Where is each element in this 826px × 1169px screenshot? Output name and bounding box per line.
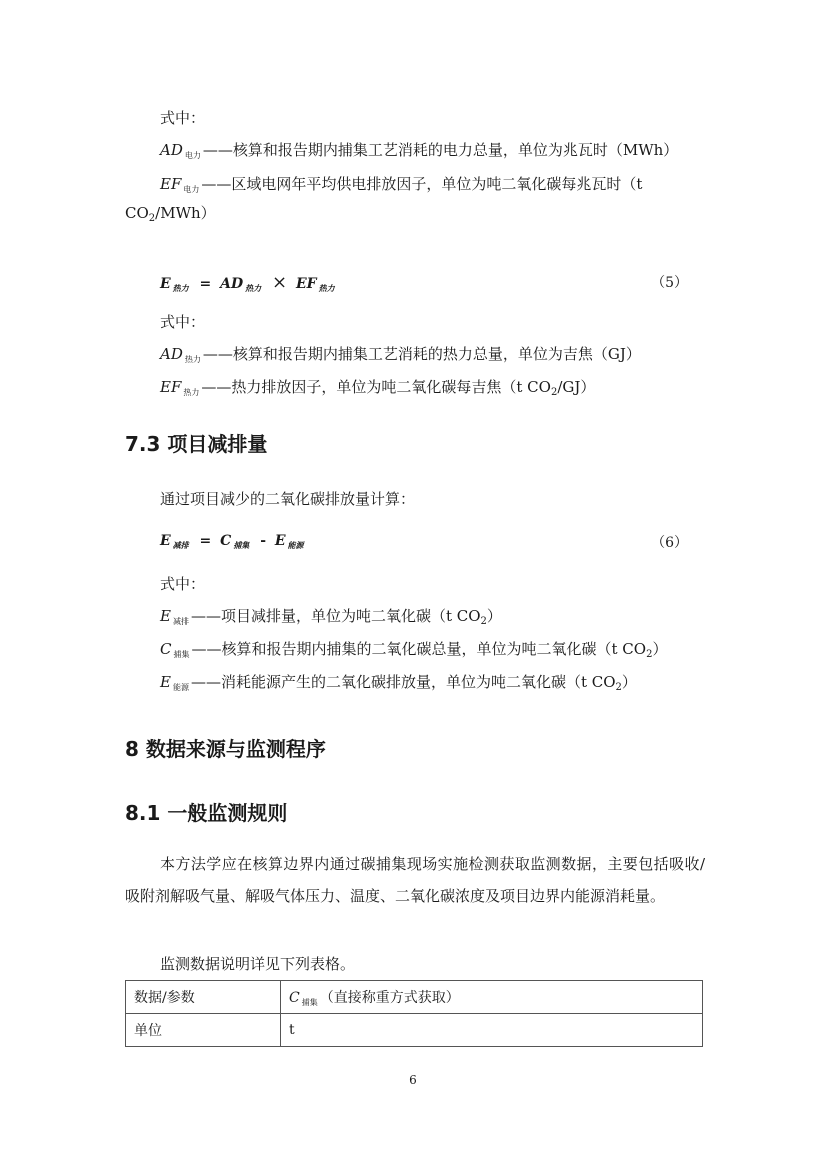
- where-label: 式中：: [160, 109, 206, 127]
- page-number: 6: [409, 1073, 417, 1087]
- table-cell-value: C $_{捕集}$ （直接称重方式获取）: [281, 981, 703, 1014]
- definition-ef-power-unit: $CO_2/MWh$）: [125, 204, 216, 224]
- where-label: 式中：: [160, 575, 206, 593]
- heading-8: 8 数据来源与监测程序: [125, 737, 326, 761]
- table-row: [126, 1014, 703, 1047]
- monitoring-data-table: [125, 980, 703, 1047]
- definition-ef-heat: EF $_{热力}$ ——热力排放因子，单位为吨二氧化碳每吉焦（t $CO_2/GJ$）: [160, 378, 596, 398]
- definition-c-capture: C $_{捕集}$ ——核算和报告期内捕集的二氧化碳总量，单位为吨二氧化碳（t $CO_2$）: [160, 640, 668, 660]
- equation-6: E $_{减排}$ = C $_{捕集}$ - E $_{能源}$: [160, 533, 304, 550]
- definition-ad-power: AD $_{电力}$ ——核算和报告期内捕集工艺消耗的电力总量，单位为兆瓦时（MWh）: [160, 141, 679, 160]
- table-cell-label: 数据/参数: [126, 981, 281, 1014]
- paragraph-table-intro: 监测数据说明详见下列表格。: [160, 955, 356, 973]
- heading-8-1: 8.1 一般监测规则: [125, 801, 288, 825]
- paragraph-monitoring-rule: 本方法学应在核算边界内通过碳捕集现场实施检测获取监测数据，主要包括吸收/吸附剂解吸气量、解吸气体压力、温度、二氧化碳浓度及项目边界内能源消耗量。: [125, 855, 705, 905]
- definition-e-energy: E $_{能源}$ ——消耗能源产生的二氧化碳排放量，单位为吨二氧化碳（t $CO_2$）: [160, 673, 637, 693]
- equation-5: E $_{热力}$ = AD $_{热力}$ × EF $_{热力}$: [160, 272, 335, 293]
- heading-7-3: 7.3 项目减排量: [125, 432, 268, 456]
- table-row: [126, 981, 703, 1014]
- intro-text: 通过项目减少的二氧化碳排放量计算：: [160, 490, 416, 508]
- where-label: 式中：: [160, 313, 206, 331]
- equation-5-number: （5）: [651, 275, 688, 291]
- definition-ad-heat: AD $_{热力}$ ——核算和报告期内捕集工艺消耗的热力总量，单位为吉焦（GJ）: [160, 345, 641, 364]
- table-cell-value: t: [281, 1014, 703, 1047]
- definition-e-reduction: E $_{减排}$ ——项目减排量，单位为吨二氧化碳（t $CO_2$）: [160, 607, 502, 627]
- definition-ef-power: EF $_{电力}$ ——区域电网年平均供电排放因子，单位为吨二氧化碳每兆瓦时（t: [160, 175, 643, 194]
- table-cell-label: 单位: [126, 1014, 281, 1047]
- equation-6-number: （6）: [651, 535, 688, 551]
